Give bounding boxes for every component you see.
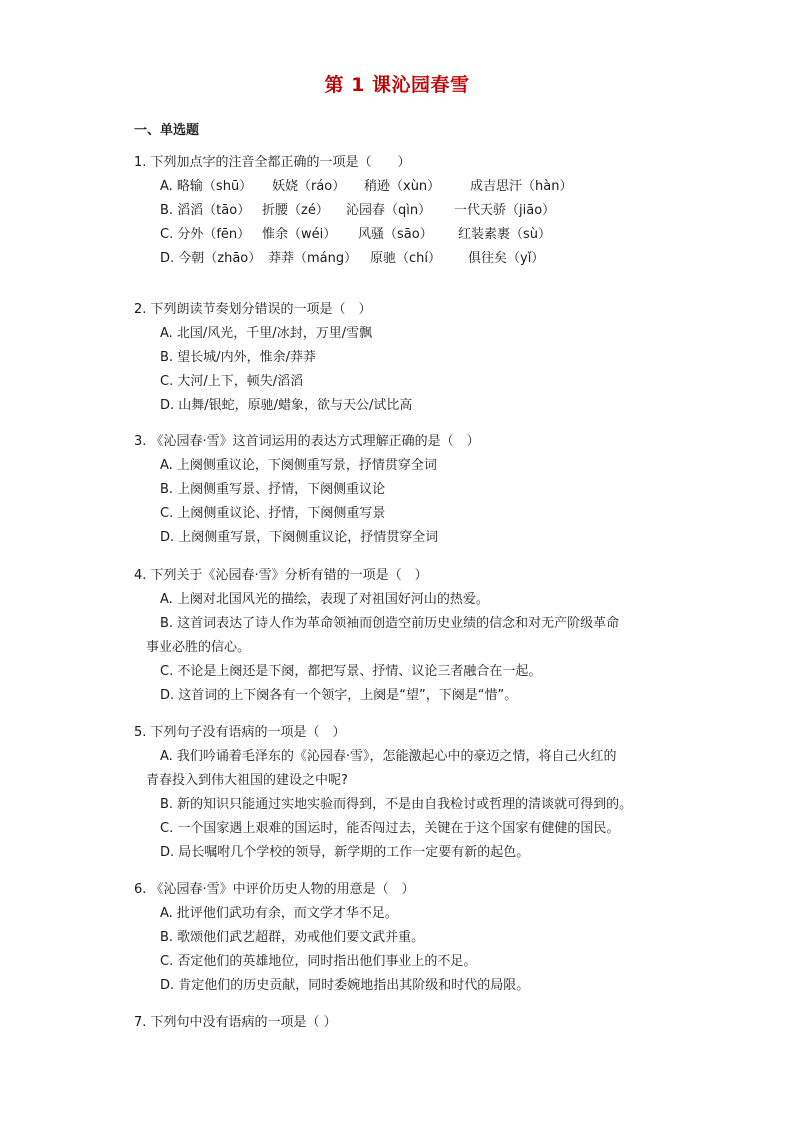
option-item: 妖娆（ráo） <box>272 179 346 194</box>
option-item: 折腰（zé） <box>262 203 329 218</box>
question-4 <box>134 564 694 708</box>
question-stem: 3. 《沁园春·雪》这首词运用的表达方式理解正确的是（ ） <box>134 434 480 449</box>
option-item: 一代天骄（jiāo） <box>454 203 556 218</box>
option-item: B. 滔滔（tāo） <box>160 203 251 218</box>
question-stem: 7. 下列句中没有语病的一项是（ ） <box>134 1015 337 1030</box>
option-a: A. 批评他们武功有余，而文学才华不足。 <box>160 906 398 921</box>
option-item: 俱往矣（yǐ） <box>468 251 545 266</box>
option-a: A. 上阕对北国风光的描绘，表现了对祖国好河山的热爱。 <box>160 592 489 607</box>
option-c: C. 不论是上阕还是下阕，都把写景、抒情、议论三者融合在一起。 <box>160 664 542 679</box>
option-a: A. 北国/风光，千里/冰封，万里/雪飘 <box>160 326 373 341</box>
option-item: C. 分外（fēn） <box>160 227 251 242</box>
option-item: 红装素裹（sù） <box>458 227 552 242</box>
option-b: B. 望长城/内外，惟余/莽莽 <box>160 350 316 365</box>
section-heading: 一、单选题 <box>134 123 200 138</box>
option-c: C. 大河/上下，顿失/滔滔 <box>160 374 304 389</box>
question-6 <box>134 878 694 998</box>
option-item: A. 略输（shū） <box>160 179 253 194</box>
option-item: 成吉思汗（hàn） <box>470 179 573 194</box>
option-b: B. 上阕侧重写景、抒情，下阕侧重议论 <box>160 482 386 497</box>
question-5 <box>134 721 694 865</box>
option-b: B. 这首词表达了诗人作为革命领袖而创造空前历史业绩的信念和对无产阶级革命 <box>160 616 620 631</box>
option-item: D. 今朝（zhāo） <box>160 251 262 266</box>
option-d <box>134 247 694 271</box>
option-a-continuation: 青春投入到伟大祖国的建设之中呢? <box>146 773 348 788</box>
question-stem: 5. 下列句子没有语病的一项是（ ） <box>134 725 346 740</box>
page-title: 第 1 课沁园春雪 <box>324 74 470 96</box>
question-stem: 2. 下列朗读节奏划分错误的一项是（ ） <box>134 302 372 317</box>
option-c <box>134 223 694 247</box>
option-b <box>134 199 694 223</box>
question-stem: 6. 《沁园春·雪》中评价历史人物的用意是（ ） <box>134 882 415 897</box>
option-b: B. 歌颂他们武艺超群，劝戒他们要文武并重。 <box>160 930 425 945</box>
option-item: 稍逊（xùn） <box>364 179 441 194</box>
option-d: D. 肯定他们的历史贡献，同时委婉地指出其阶级和时代的局限。 <box>160 978 530 993</box>
option-d: D. 上阕侧重写景，下阕侧重议论，抒情贯穿全词 <box>160 530 439 545</box>
option-c: C. 上阕侧重议论、抒情，下阕侧重写景 <box>160 506 386 521</box>
question-7 <box>134 1011 694 1035</box>
option-a: A. 上阕侧重议论，下阕侧重写景，抒情贯穿全词 <box>160 458 437 473</box>
option-c: C. 否定他们的英雄地位，同时指出他们事业上的不足。 <box>160 954 477 969</box>
option-item: 沁园春（qìn） <box>346 203 432 218</box>
option-b-continuation: 事业必胜的信心。 <box>146 640 251 655</box>
option-c: C. 一个国家遇上艰难的国运时，能否闯过去，关键在于这个国家有健健的国民。 <box>160 821 620 836</box>
question-stem: 1. 下列加点字的注音全都正确的一项是（ ） <box>134 155 411 170</box>
question-1 <box>134 151 694 271</box>
option-a <box>134 175 694 199</box>
option-d: D. 这首词的上下阕各有一个领字，上阕是“望”，下阕是“惜”。 <box>160 688 518 703</box>
option-a: A. 我们吟诵着毛泽东的《沁园春·雪》，怎能激起心中的豪迈之情，将自己火红的 <box>160 749 617 764</box>
question-stem: 4. 下列关于《沁园春·雪》分析有错的一项是（ ） <box>134 568 428 583</box>
question-2 <box>134 298 694 418</box>
option-d: D. 山舞/银蛇，原驰/蜡象，欲与天公/试比高 <box>160 398 413 413</box>
option-item: 莽莽（máng） <box>268 251 358 266</box>
option-item: 惟余（wéi） <box>262 227 337 242</box>
option-item: 原驰（chí） <box>370 251 441 266</box>
option-b: B. 新的知识只能通过实地实验而得到，不是由自我检讨或哲理的清谈就可得到的。 <box>160 797 633 812</box>
question-3 <box>134 430 694 550</box>
option-d: D. 局长嘱咐几个学校的领导，新学期的工作一定要有新的起色。 <box>160 845 530 860</box>
option-item: 风骚（sāo） <box>358 227 433 242</box>
